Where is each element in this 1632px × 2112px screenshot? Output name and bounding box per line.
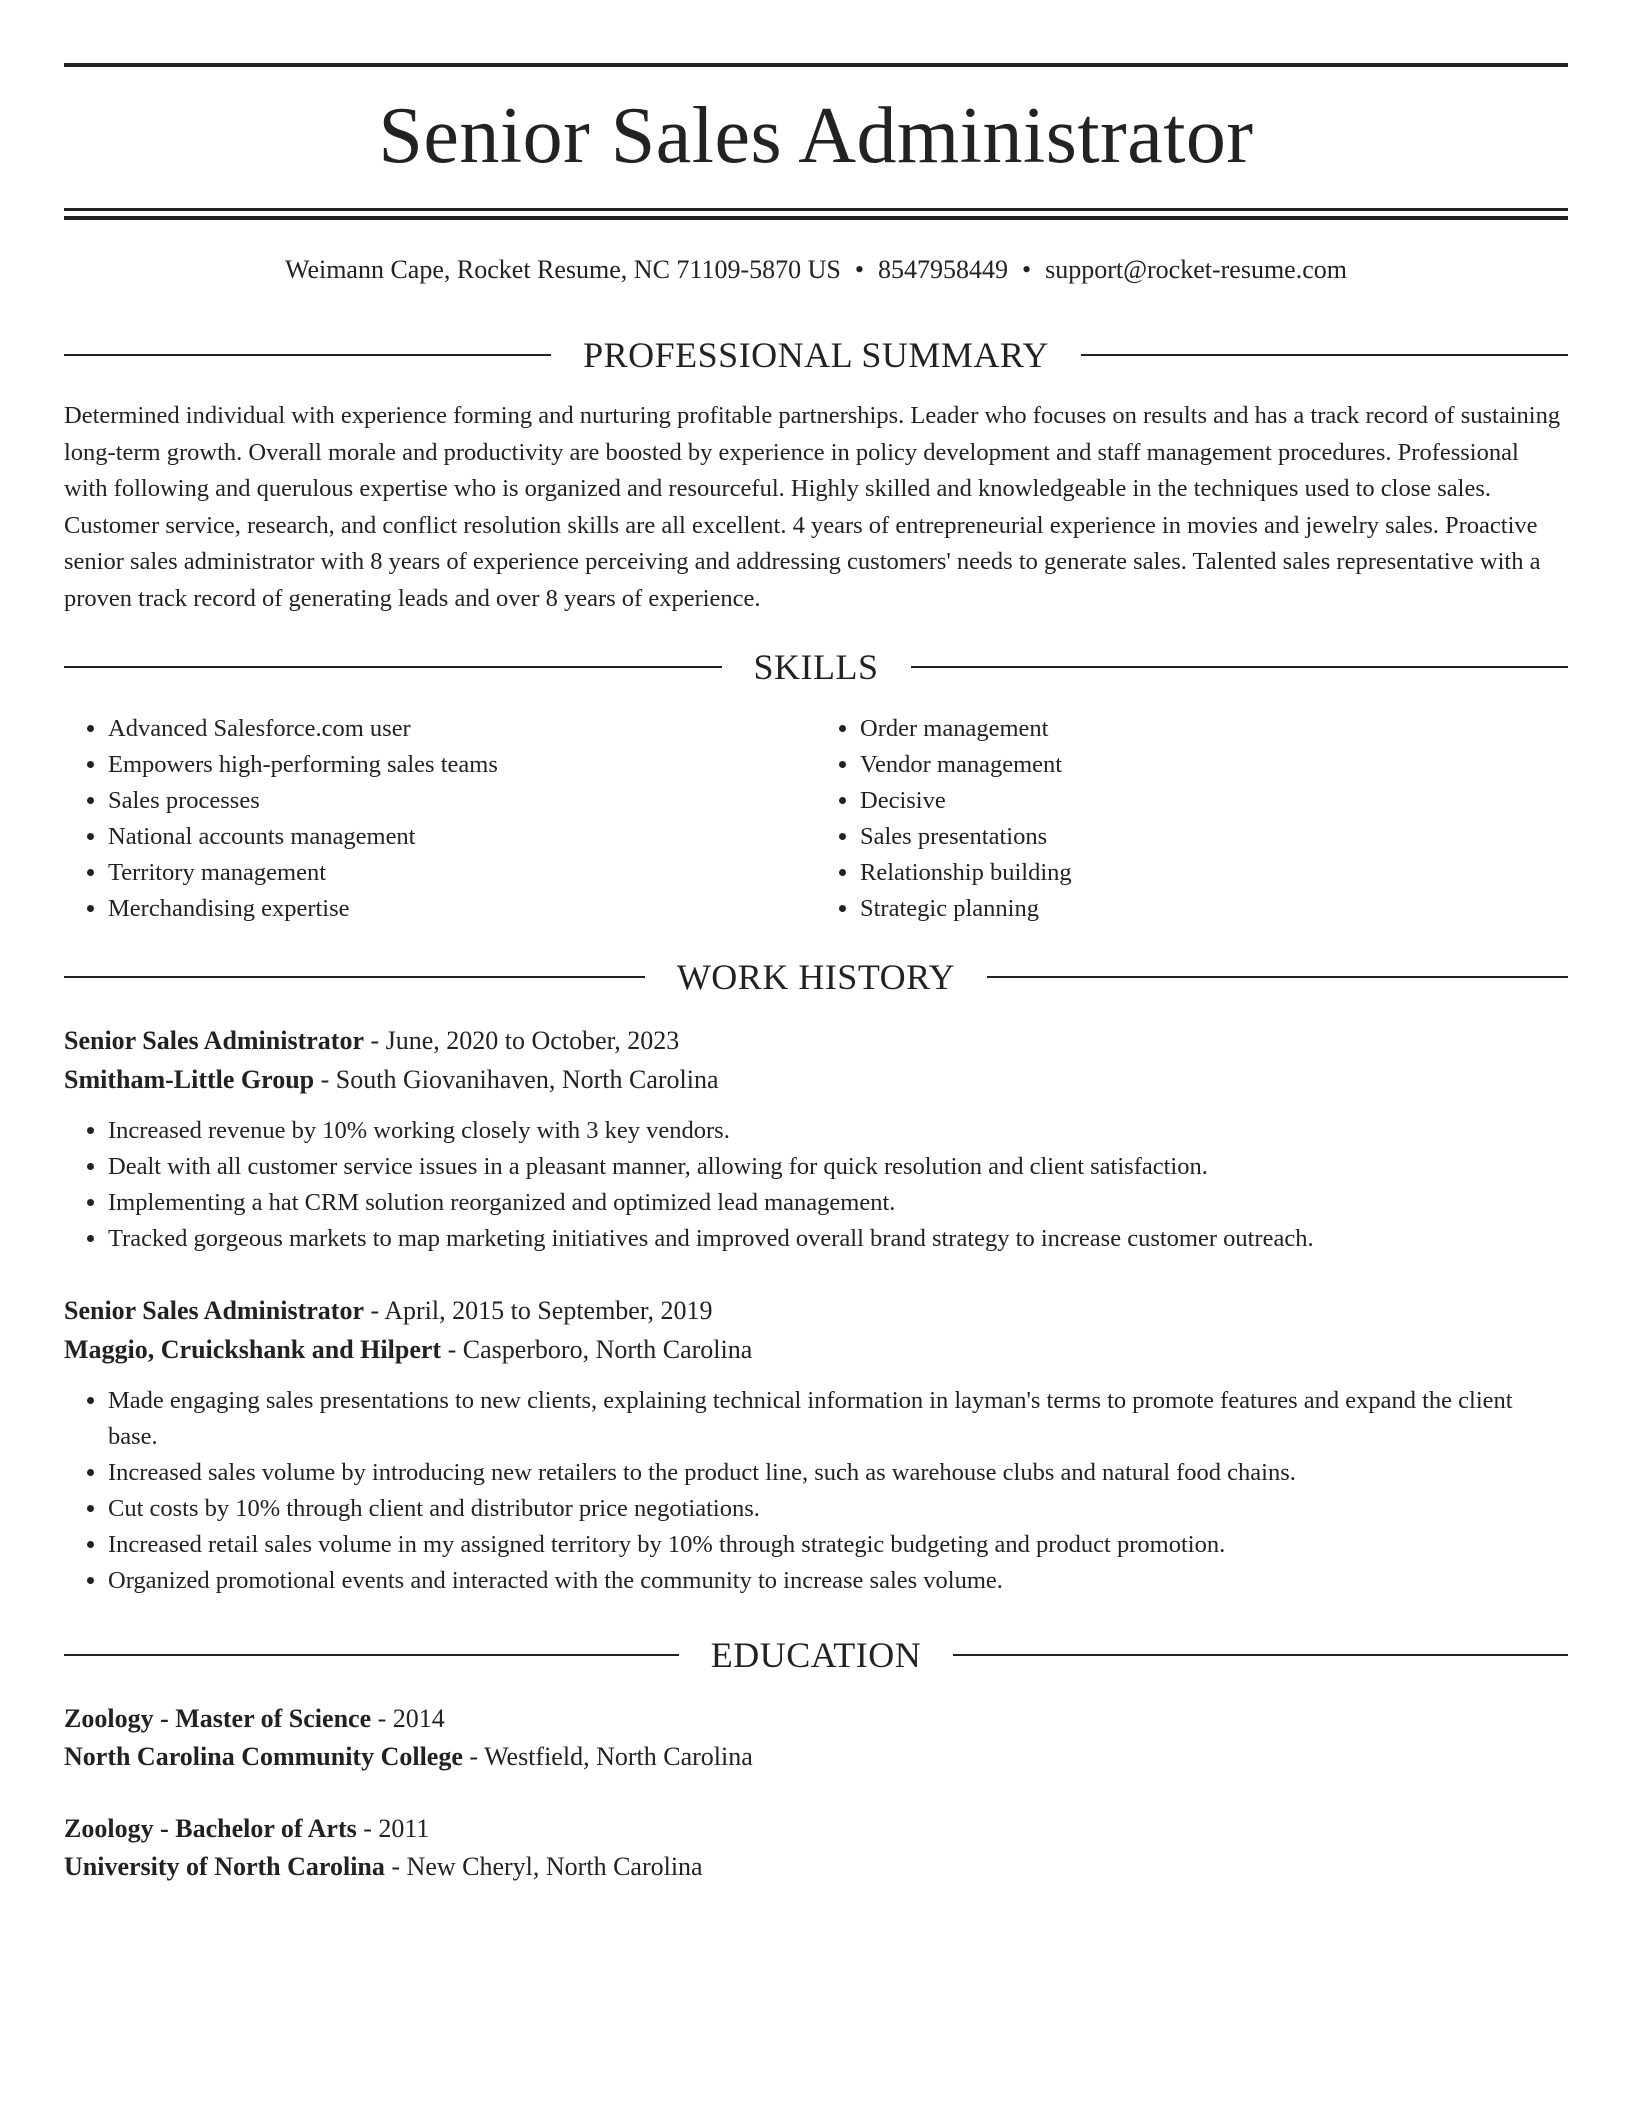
job-bullet: • Implementing a hat CRM solution reorganized and optimized lead management. [108, 1185, 1568, 1221]
skill-item: • Relationship building [860, 855, 1568, 891]
education-school-line [64, 1738, 1568, 1776]
divider [1081, 354, 1568, 356]
education-school: University of North Carolina [64, 1852, 385, 1881]
education-location: - Westfield, North Carolina [462, 1742, 753, 1771]
title-rule-thick [64, 216, 1568, 220]
job-bullets [64, 1383, 1568, 1599]
job-entry [64, 1291, 1568, 1599]
education-school-line [64, 1848, 1568, 1886]
divider [64, 666, 722, 668]
contact-separator: • [854, 255, 864, 284]
section-title-summary: PROFESSIONAL SUMMARY [583, 335, 1049, 375]
skill-item: • National accounts management [108, 819, 816, 855]
job-location: - Casperboro, North Carolina [441, 1335, 753, 1364]
divider [64, 1654, 679, 1656]
contact-email: support@rocket-resume.com [1045, 255, 1347, 284]
job-bullet: • Increased retail sales volume in my assigned territory by 10% through strategic budgeting and product promotion. [108, 1527, 1568, 1563]
job-bullet: • Tracked gorgeous markets to map marketing initiatives and improved overall brand strategy to increase customer outreach. [108, 1221, 1568, 1257]
section-title-work: WORK HISTORY [676, 957, 956, 997]
skill-item: • Territory management [108, 855, 816, 891]
job-dates: - April, 2015 to September, 2019 [363, 1296, 713, 1325]
skill-item: • Strategic planning [860, 891, 1568, 927]
divider [987, 976, 1568, 978]
skill-item: • Decisive [860, 783, 1568, 819]
job-bullet: • Made engaging sales presentations to new clients, explaining technical information in layman's terms to promote features and expand the client base. [108, 1383, 1568, 1455]
job-company: Smitham-Little Group [64, 1065, 315, 1094]
contact-separator: • [1021, 255, 1032, 284]
section-header-education [64, 1633, 1568, 1677]
education-degree-line [64, 1700, 1568, 1738]
skill-item: • Sales processes [108, 783, 816, 819]
summary-text: Determined individual with experience forming and nurturing profitable partnerships. Leader who focuses on results and has a track record of sustaining long-term growth. Overall morale and productivity are boosted by experience in policy development and staff management procedures. Professional with following and querulous expertise who is organized and resourceful. Highly skilled and knowledgeable in the techniques used to close sales. Customer service, research, and conflict resolution skills are all excellent. 4 years of entrepreneurial experience in movies and jewelry sales. Proactive senior sales administrator with 8 years of experience perceiving and addressing customers' needs to generate sales. Talented sales representative with a proven track record of generating leads and over 8 years of experience. [64, 402, 1561, 612]
skills-list [64, 711, 1568, 927]
page-title: Senior Sales Administrator [378, 92, 1254, 180]
contact-address: Weimann Cape, Rocket Resume, NC 71109-5870 US [284, 255, 841, 284]
education-degree: Zoology - Bachelor of Arts [64, 1814, 357, 1843]
job-title-line [64, 1291, 1568, 1330]
skill-item: • Advanced Salesforce.com user [108, 711, 816, 747]
education-location: - New Cheryl, North Carolina [384, 1852, 703, 1881]
job-location: - South Giovanihaven, North Carolina [314, 1065, 719, 1094]
divider [953, 1654, 1568, 1656]
divider [911, 666, 1569, 668]
job-title: Senior Sales Administrator [64, 1026, 364, 1055]
job-bullet: • Increased sales volume by introducing new retailers to the product line, such as warehouse clubs and natural food chains. [108, 1455, 1568, 1491]
skill-item: • Empowers high-performing sales teams [108, 747, 816, 783]
skill-item: • Vendor management [860, 747, 1568, 783]
skill-item: • Merchandising expertise [108, 891, 816, 927]
skill-item: • Sales presentations [860, 819, 1568, 855]
section-title-skills: SKILLS [753, 647, 879, 687]
job-company: Maggio, Cruickshank and Hilpert [64, 1335, 442, 1364]
job-title-line [64, 1021, 1568, 1060]
job-bullet: • Dealt with all customer service issues in a pleasant manner, allowing for quick resolution and client satisfaction. [108, 1149, 1568, 1185]
job-entry [64, 1021, 1568, 1257]
top-rule [64, 63, 1568, 67]
skills-column-right [816, 711, 1568, 927]
section-header-summary [64, 333, 1568, 377]
education-year: - 2014 [371, 1704, 445, 1733]
job-company-line [64, 1330, 1568, 1369]
divider [64, 354, 551, 356]
skill-item: • Order management [860, 711, 1568, 747]
contact-line [64, 252, 1568, 288]
job-dates: - June, 2020 to October, 2023 [363, 1026, 680, 1055]
education-school: North Carolina Community College [64, 1742, 463, 1771]
section-header-work [64, 955, 1568, 999]
title-rule-thin [64, 208, 1568, 211]
education-degree-line [64, 1810, 1568, 1848]
job-bullet: • Cut costs by 10% through client and distributor price negotiations. [108, 1491, 1568, 1527]
job-bullets [64, 1113, 1568, 1257]
job-bullet: • Organized promotional events and interacted with the community to increase sales volume. [108, 1563, 1568, 1599]
divider [64, 976, 645, 978]
education-degree: Zoology - Master of Science [64, 1704, 372, 1733]
education-year: - 2011 [356, 1814, 430, 1843]
education-entry [64, 1700, 1568, 1776]
section-header-skills [64, 645, 1568, 689]
education-entry [64, 1810, 1568, 1886]
section-title-education: EDUCATION [710, 1635, 922, 1675]
job-company-line [64, 1060, 1568, 1099]
contact-phone: 8547958449 [877, 255, 1008, 284]
job-bullet: • Increased revenue by 10% working closely with 3 key vendors. [108, 1113, 1568, 1149]
job-title: Senior Sales Administrator [64, 1296, 364, 1325]
skills-column-left [64, 711, 816, 927]
